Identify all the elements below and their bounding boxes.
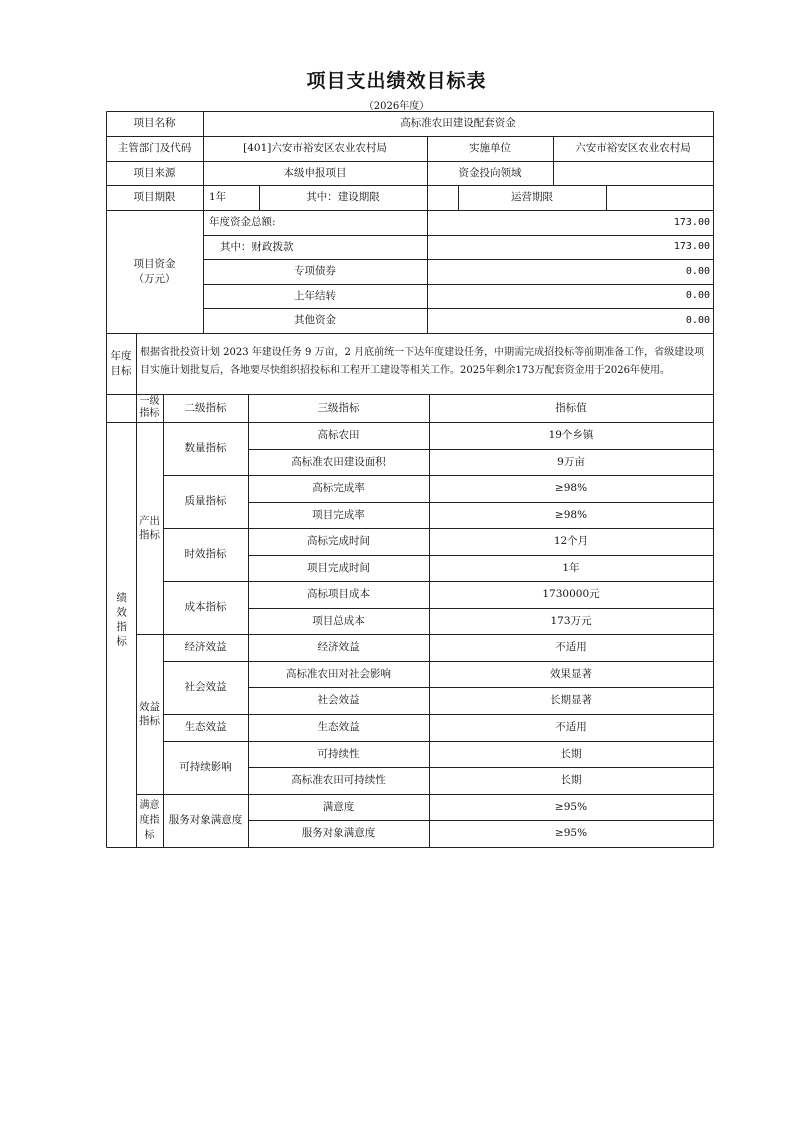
header-level2: 二级指标 <box>184 401 227 414</box>
indicator-value: 长期 <box>560 774 582 787</box>
page-title: 项目支出绩效目标表 <box>306 70 487 92</box>
dept-label: 主管部门及代码 <box>117 142 192 155</box>
indicator-value: ≥95% <box>554 827 588 840</box>
level3-indicator: 生态效益 <box>317 721 360 734</box>
fund-row-label: 其中：财政拨款 <box>220 240 294 253</box>
satisfaction-label: 满意度指标 <box>139 800 160 841</box>
level3-indicator: 高标项目成本 <box>307 588 370 601</box>
level3-indicator: 满意度 <box>322 800 355 813</box>
indicator-value: 不适用 <box>555 641 587 654</box>
fund-row-value: 0.00 <box>685 290 710 302</box>
level3-indicator: 高标完成率 <box>312 482 365 495</box>
field-label: 资金投向领域 <box>458 166 522 179</box>
level3-indicator: 社会效益 <box>317 694 360 707</box>
level3-indicator: 项目总成本 <box>312 614 365 627</box>
level3-indicator: 可持续性 <box>317 747 360 760</box>
indicator-value: ≥98% <box>554 482 588 495</box>
indicator-value: 19个乡镇 <box>548 429 594 442</box>
header-level1: 一级指标 <box>139 396 160 419</box>
project-name-value: 高标准农田建设配套资金 <box>400 117 516 130</box>
funds-label: 项目资金 （万元） <box>133 258 176 285</box>
level2-indicator: 可持续影响 <box>179 761 232 774</box>
level2-indicator: 时效指标 <box>184 548 227 561</box>
source-value: 本级申报项目 <box>283 166 347 179</box>
level2-indicator: 服务对象满意度 <box>168 814 243 827</box>
indicator-value: 不适用 <box>555 721 587 734</box>
output-label: 产出指标 <box>139 514 160 541</box>
impl-value: 六安市裕安区农业农村局 <box>575 142 691 155</box>
indicator-value: 12个月 <box>553 535 589 548</box>
fund-row-label: 专项债券 <box>294 265 336 278</box>
period-label: 项目期限 <box>133 191 176 204</box>
dept-value: [401]六安市裕安区农业农村局 <box>243 142 387 155</box>
fund-row-value: 0.00 <box>685 314 710 326</box>
fund-row-label: 年度资金总额: <box>209 216 276 229</box>
indicator-value: 效果显著 <box>550 667 592 680</box>
level3-indicator: 项目完成率 <box>312 508 365 521</box>
benefit-label: 效益指标 <box>139 700 160 727</box>
level3-indicator: 高标准农田建设面积 <box>291 455 386 468</box>
page-subtitle: （2026年度） <box>363 101 430 112</box>
level2-indicator: 生态效益 <box>184 721 227 734</box>
level3-indicator: 经济效益 <box>317 641 360 654</box>
indicator-value: 1年 <box>562 561 580 574</box>
fund-row-value: 173.00 <box>673 241 710 253</box>
level3-indicator: 高标完成时间 <box>307 535 370 548</box>
level2-indicator: 成本指标 <box>184 601 227 614</box>
indicator-value: 1730000元 <box>542 588 600 601</box>
operate-period-label: 运营期限 <box>511 191 553 204</box>
build-period-label: 其中：建设期限 <box>306 191 380 204</box>
source-label: 项目来源 <box>133 166 176 179</box>
level2-indicator: 数量指标 <box>184 442 227 455</box>
indicator-value: ≥98% <box>554 508 588 521</box>
fund-row-value: 173.00 <box>673 216 710 228</box>
goal-label: 年度目标 <box>110 350 132 377</box>
level3-indicator: 服务对象满意度 <box>301 827 376 840</box>
level2-indicator: 质量指标 <box>184 495 227 508</box>
level3-indicator: 项目完成时间 <box>307 561 370 574</box>
fund-row-label: 上年结转 <box>294 289 336 302</box>
goal-text: 根据省批投资计划 2023 年建设任务 9 万亩，2 月底前统一下达年度建设任务，中期需完成招投标等前期准备工作，省级建设项目实施计划批复后，各地要尽快组织招投标和工程开工建设等相关工作。2025年剩余173万配套资金用于2026年使用。 <box>140 347 705 376</box>
level3-indicator: 高标准农田对社会影响 <box>286 667 391 680</box>
header-value: 指标值 <box>555 401 587 414</box>
fund-row-value: 0.00 <box>685 265 710 277</box>
period-value: 1年 <box>209 191 227 204</box>
level2-indicator: 经济效益 <box>184 641 227 654</box>
indicator-value: 9万亩 <box>557 455 585 468</box>
project-name-label: 项目名称 <box>133 117 176 130</box>
indicator-value: 173万元 <box>550 614 592 627</box>
header-level3: 三级指标 <box>317 401 360 414</box>
level2-indicator: 社会效益 <box>184 681 227 694</box>
impl-label: 实施单位 <box>469 142 511 155</box>
indicator-value: 长期显著 <box>550 694 592 707</box>
level3-indicator: 高标准农田可持续性 <box>291 774 386 787</box>
level3-indicator: 高标农田 <box>317 429 360 442</box>
indicator-value: 长期 <box>560 747 582 760</box>
fund-row-label: 其他资金 <box>294 314 336 327</box>
indicator-value: ≥95% <box>554 800 588 813</box>
perf-label: 绩效指标 <box>115 591 128 650</box>
